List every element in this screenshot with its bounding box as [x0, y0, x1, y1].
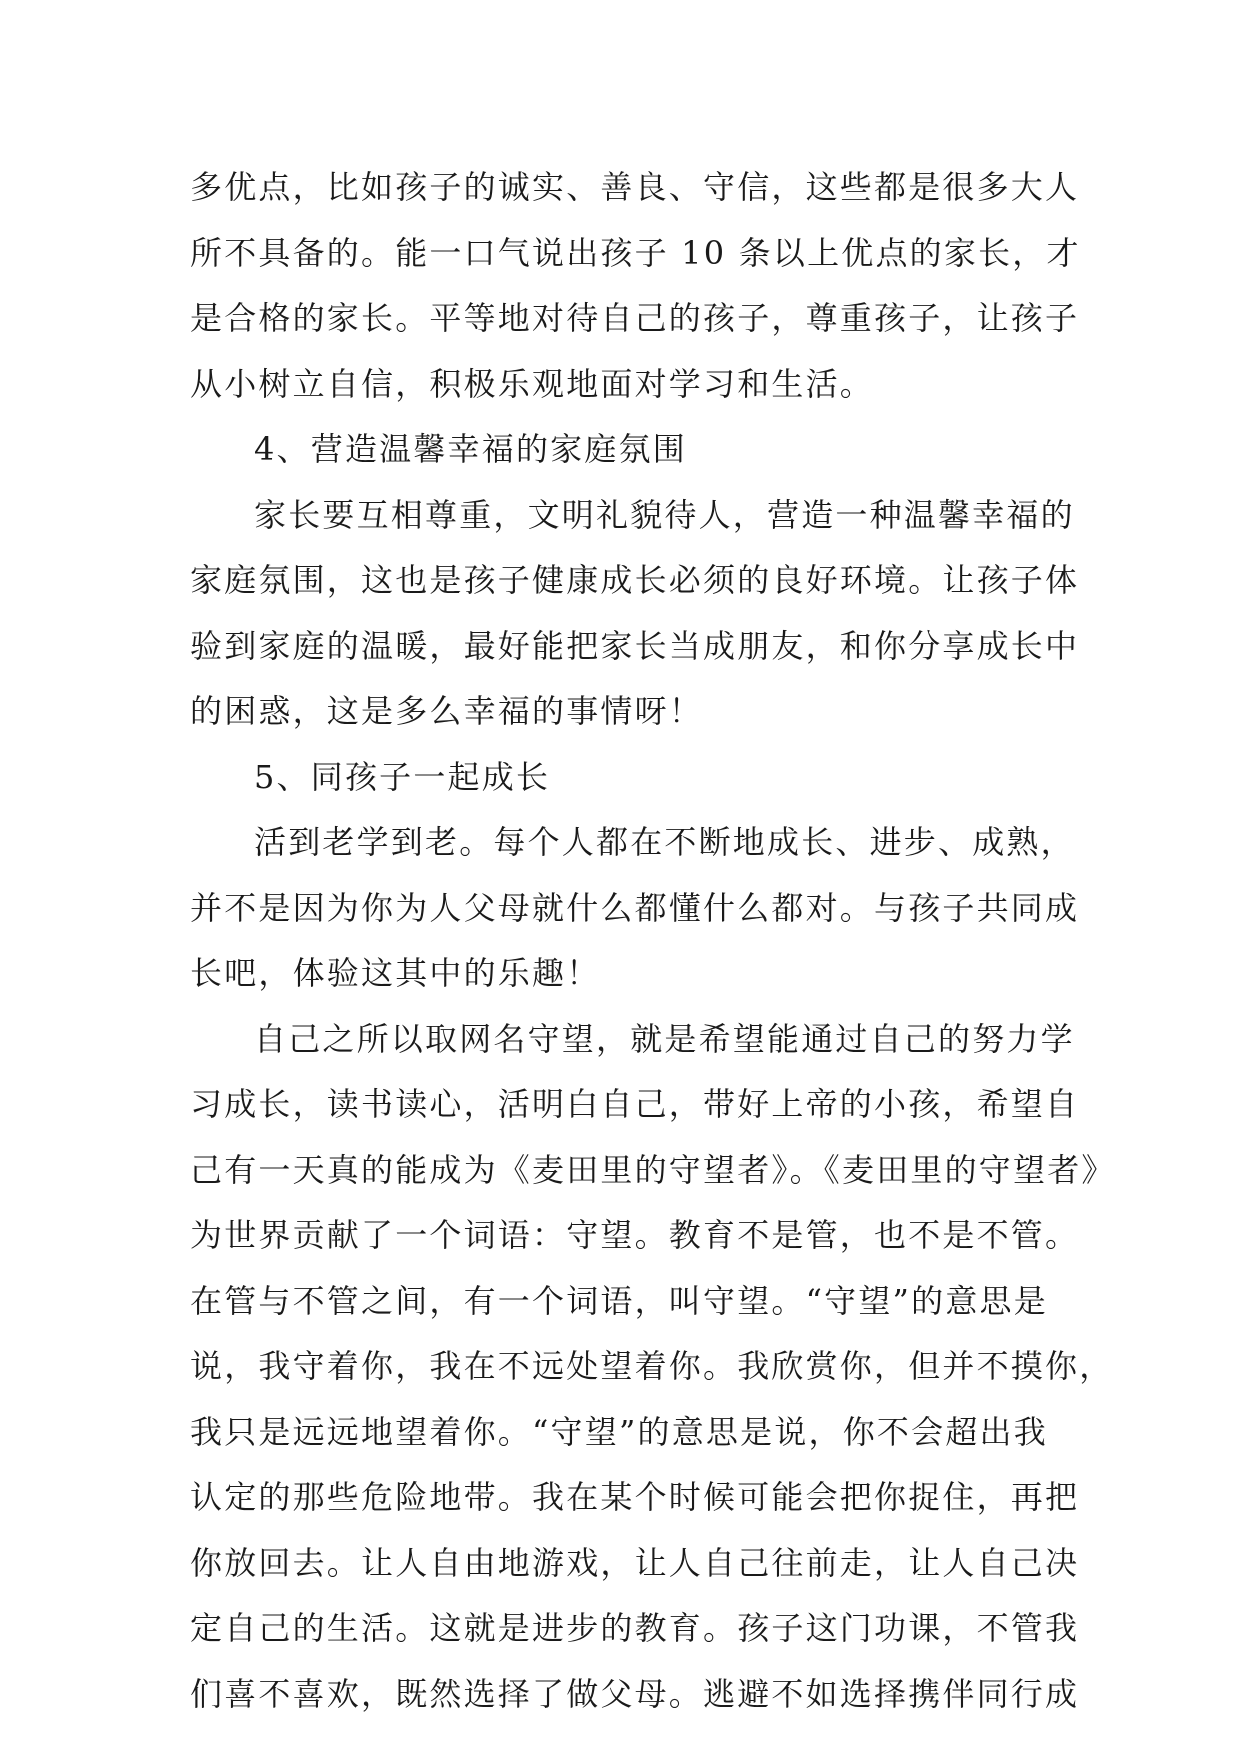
text-line: 为世界贡献了一个词语：守望。教育不是管，也不是不管。	[190, 1216, 1080, 1254]
text-line: 4、营造温馨幸福的家庭氛围	[254, 430, 687, 468]
text-line: 认定的那些危险地带。我在某个时候可能会把你捉住，再把	[190, 1478, 1080, 1516]
text-line: 你放回去。让人自由地游戏，让人自己往前走，让人自己决	[190, 1543, 1080, 1582]
text-line: 定自己的生活。这就是进步的教育。孩子这门功课，不管我	[190, 1609, 1080, 1647]
text-line: 自己之所以取网名守望，就是希望能通过自己的努力学	[254, 1019, 1075, 1058]
text-line: 所不具备的。能一口气说出孩子 10 条以上优点的家长，才	[190, 233, 1081, 272]
text-line: 从小树立自信，积极乐观地面对学习和生活。	[190, 364, 875, 403]
body-text	[190, 155, 1116, 1727]
text-line: 家庭氛围，这也是孩子健康成长必须的良好环境。让孩子体	[190, 561, 1080, 599]
text-line: 在管与不管之间，有一个词语，叫守望。“守望”的意思是	[190, 1281, 1048, 1320]
text-line: 长吧，体验这其中的乐趣！	[190, 954, 601, 992]
text-line: 己有一天真的能成为《麦田里的守望者》。《麦田里的守望者》	[190, 1150, 1116, 1189]
text-line: 的困惑，这是多么幸福的事情呀！	[190, 692, 704, 730]
text-line: 家长要互相尊重，文明礼貌待人，营造一种温馨幸福的	[254, 495, 1075, 534]
text-line: 习成长，读书读心，活明白自己，带好上帝的小孩，希望自	[190, 1085, 1080, 1123]
text-line: 活到老学到老。每个人都在不断地成长、进步、成熟，	[254, 823, 1075, 861]
text-line: 并不是因为你为人父母就什么都懂什么都对。与孩子共同成	[190, 888, 1080, 927]
text-line: 验到家庭的温暖，最好能把家长当成朋友，和你分享成长中	[190, 626, 1080, 665]
text-line: 5、同孩子一起成长	[254, 757, 551, 796]
text-line: 多优点，比如孩子的诚实、善良、守信，这些都是很多大人	[190, 168, 1080, 206]
text-line: 们喜不喜欢，既然选择了做父母。逃避不如选择携伴同行成	[190, 1674, 1080, 1713]
text-line: 我只是远远地望着你。“守望”的意思是说，你不会超出我	[190, 1412, 1048, 1451]
text-line: 是合格的家长。平等地对待自己的孩子，尊重孩子，让孩子	[190, 299, 1080, 337]
text-line: 说，我守着你，我在不远处望着你。我欣赏你，但并不摸你，	[190, 1347, 1114, 1385]
